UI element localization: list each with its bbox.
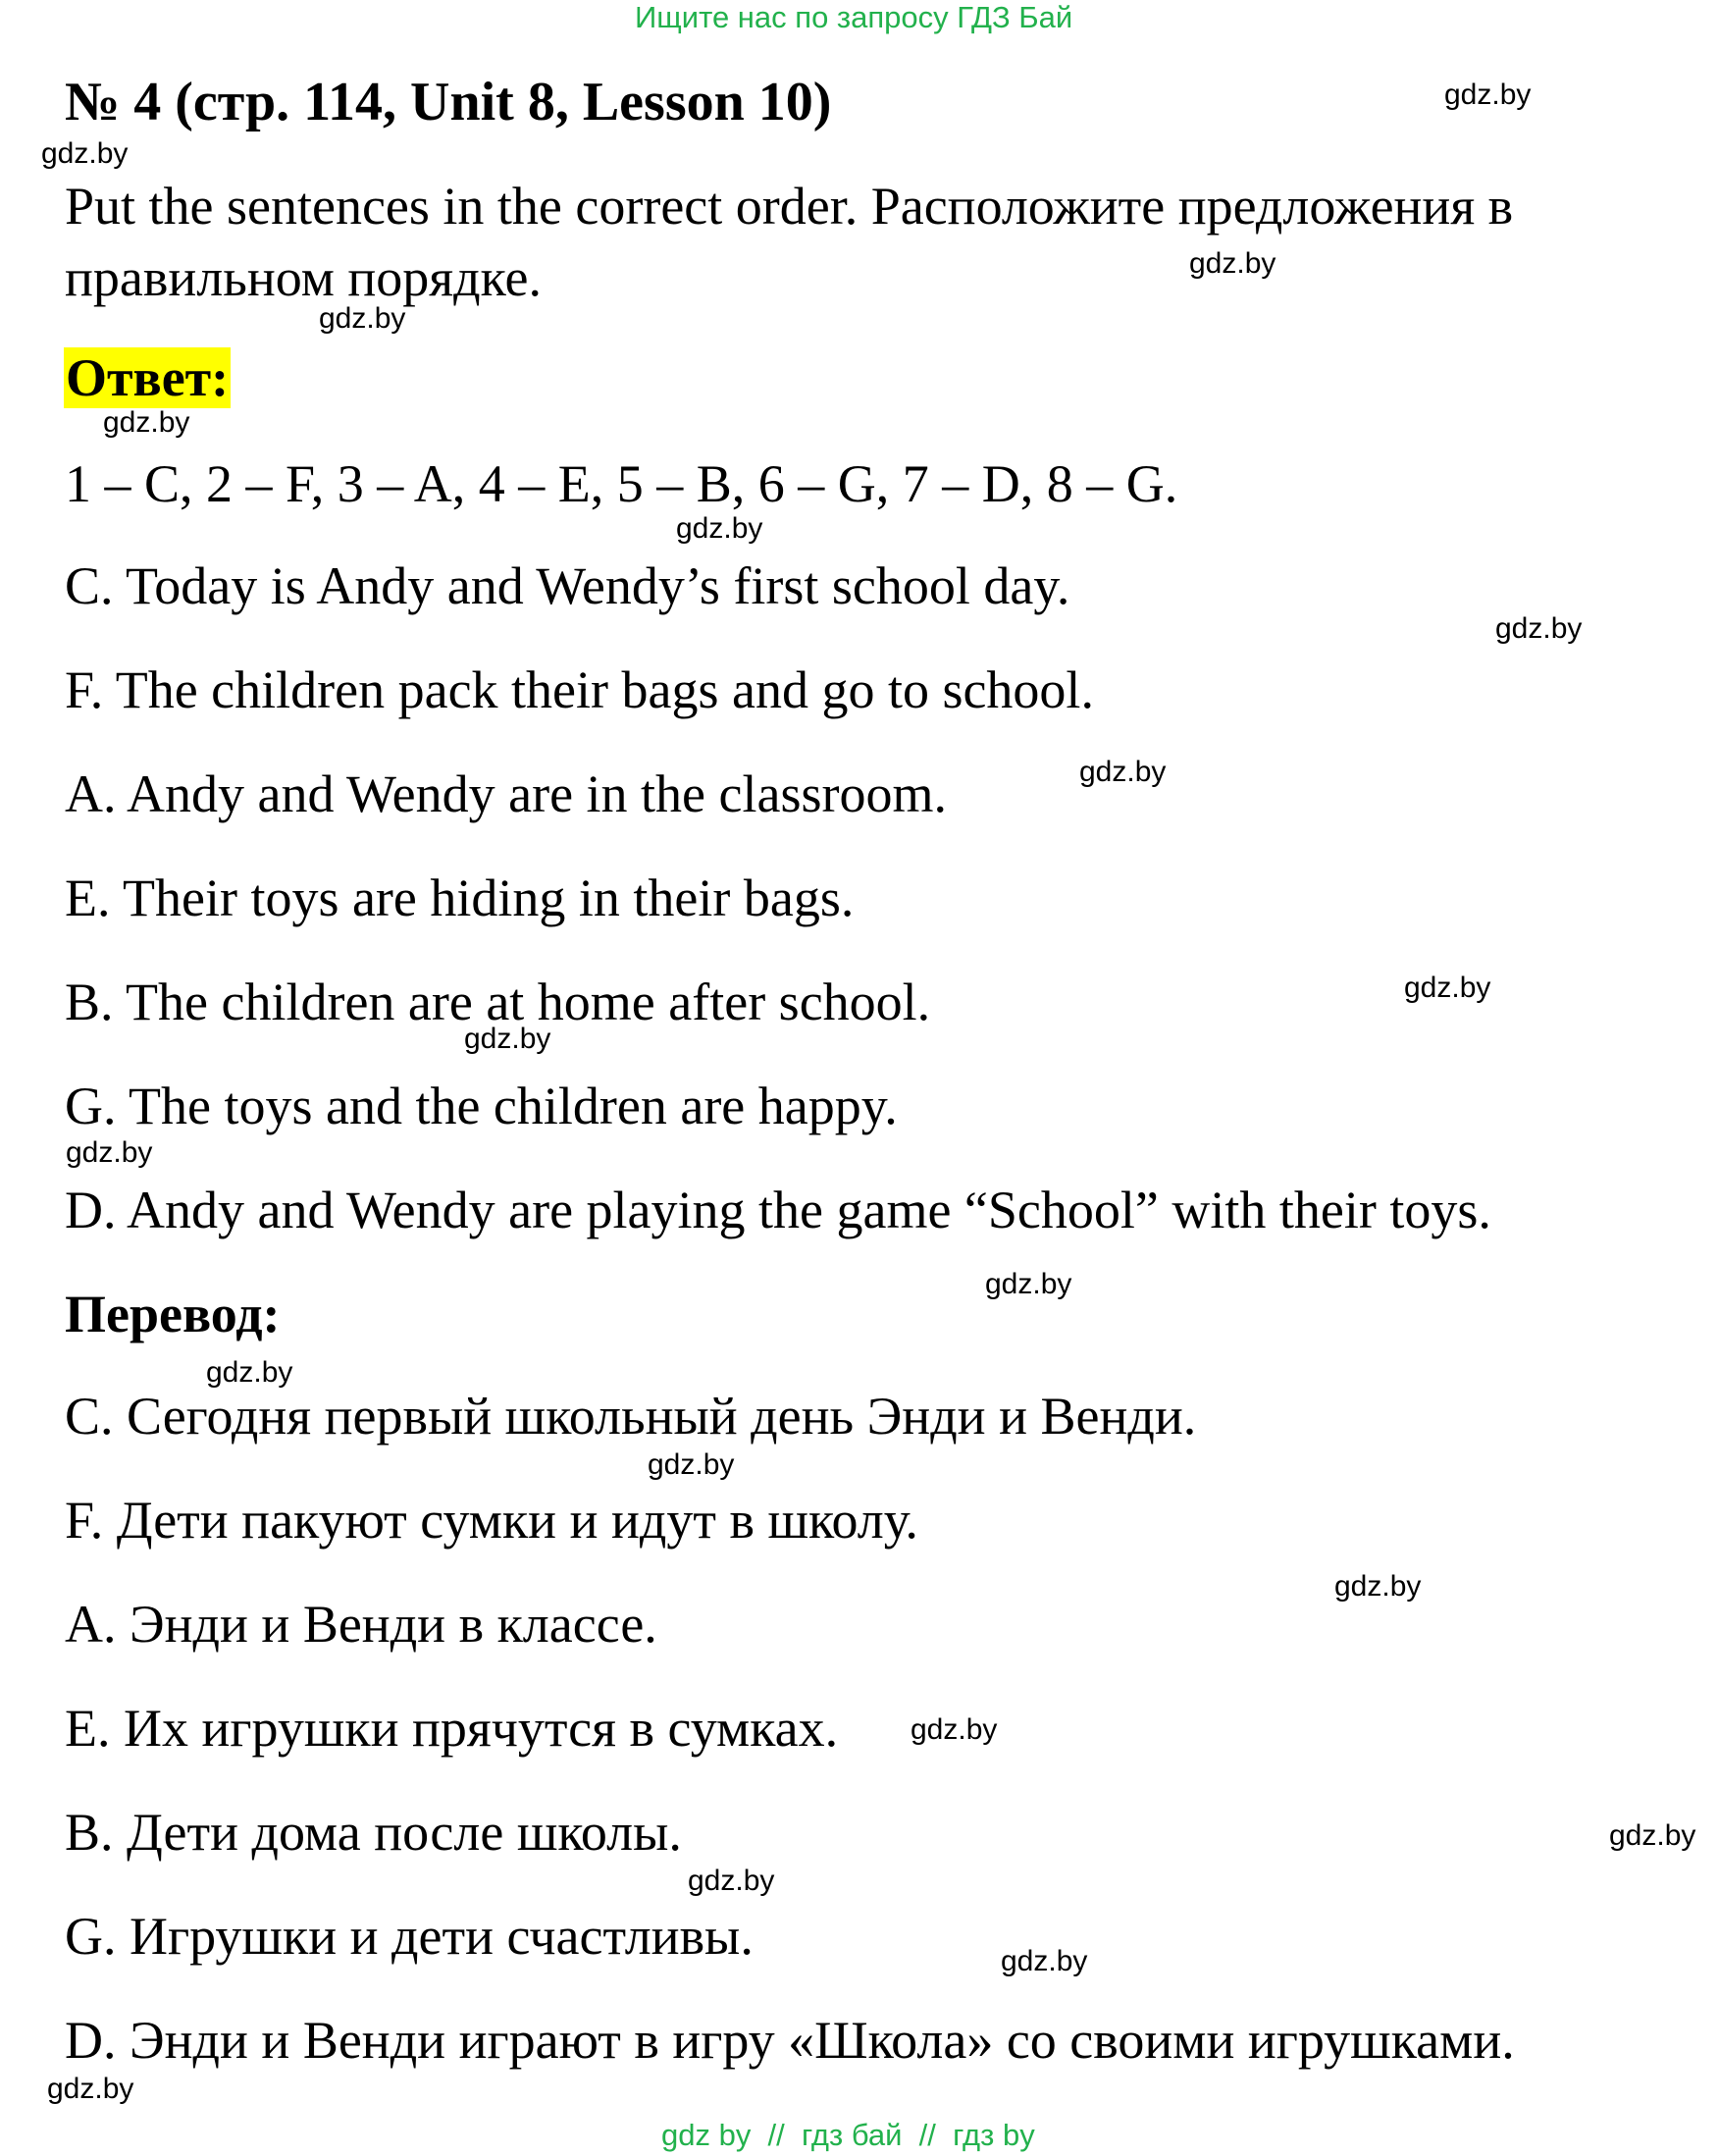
- answer-sentence: B. The children are at home after school.: [65, 973, 931, 1031]
- watermark: gdz.by: [1189, 247, 1276, 280]
- answer-sentence: D. Andy and Wendy are playing the game “School” with their toys.: [65, 1181, 1491, 1239]
- translation-sentence: B. Дети дома после школы.: [65, 1803, 682, 1862]
- translation-heading: Перевод:: [65, 1285, 281, 1343]
- exercise-task: Put the sentences in the correct order. Расположите предложения в правильном порядке.: [65, 177, 1514, 307]
- translation-sentence: F. Дети пакуют сумки и идут в школу.: [65, 1491, 918, 1550]
- watermark: gdz.by: [103, 406, 190, 439]
- answer-sentence: A. Andy and Wendy are in the classroom.: [65, 764, 947, 823]
- watermark: gdz.by: [1609, 1819, 1696, 1852]
- watermark: gdz.by: [688, 1865, 775, 1897]
- answer-heading: Ответ:: [66, 348, 230, 407]
- watermark: gdz.by: [66, 1136, 153, 1169]
- search-hint: Ищите нас по запросу ГДЗ Бай: [635, 0, 1073, 34]
- translation-sentence: G. Игрушки и дети счастливы.: [65, 1907, 754, 1966]
- watermark: gdz.by: [1079, 756, 1167, 788]
- watermark: gdz.by: [47, 2073, 134, 2105]
- watermark: gdz.by: [985, 1268, 1072, 1300]
- translation-sentence: A. Энди и Венди в классе.: [65, 1595, 657, 1654]
- watermark: gdz.by: [1444, 79, 1532, 111]
- watermark: gdz.by: [1334, 1570, 1422, 1603]
- exercise-title: № 4 (стр. 114, Unit 8, Lesson 10): [65, 72, 832, 132]
- watermark: gdz.by: [1404, 972, 1491, 1004]
- translation-sentence: E. Их игрушки прячутся в сумках.: [65, 1699, 839, 1758]
- answer-sentence: E. Their toys are hiding in their bags.: [65, 868, 855, 927]
- footer-links: gdz by // гдз бай // гдз by: [661, 2118, 1035, 2152]
- watermark: gdz.by: [41, 137, 129, 170]
- watermark: gdz.by: [1001, 1945, 1088, 1977]
- watermark: gdz.by: [648, 1448, 735, 1481]
- watermark: gdz.by: [319, 302, 406, 335]
- answer-order: 1 – C, 2 – F, 3 – A, 4 – E, 5 – B, 6 – G, 7 – D, 8 – G.: [65, 454, 1178, 513]
- watermark: gdz.by: [206, 1356, 293, 1389]
- watermark: gdz.by: [1495, 612, 1583, 645]
- watermark: gdz.by: [464, 1023, 551, 1055]
- translation-sentence: C. Сегодня первый школьный день Энди и Венди.: [65, 1387, 1197, 1446]
- watermark: gdz.by: [676, 512, 763, 545]
- answer-sentence: G. The toys and the children are happy.: [65, 1077, 898, 1135]
- answer-sentence: C. Today is Andy and Wendy’s first school day.: [65, 556, 1070, 615]
- watermark: gdz.by: [911, 1713, 998, 1746]
- translation-sentence: D. Энди и Венди играют в игру «Школа» со своими игрушками.: [65, 2011, 1515, 2070]
- answer-sentence: F. The children pack their bags and go to school.: [65, 660, 1094, 719]
